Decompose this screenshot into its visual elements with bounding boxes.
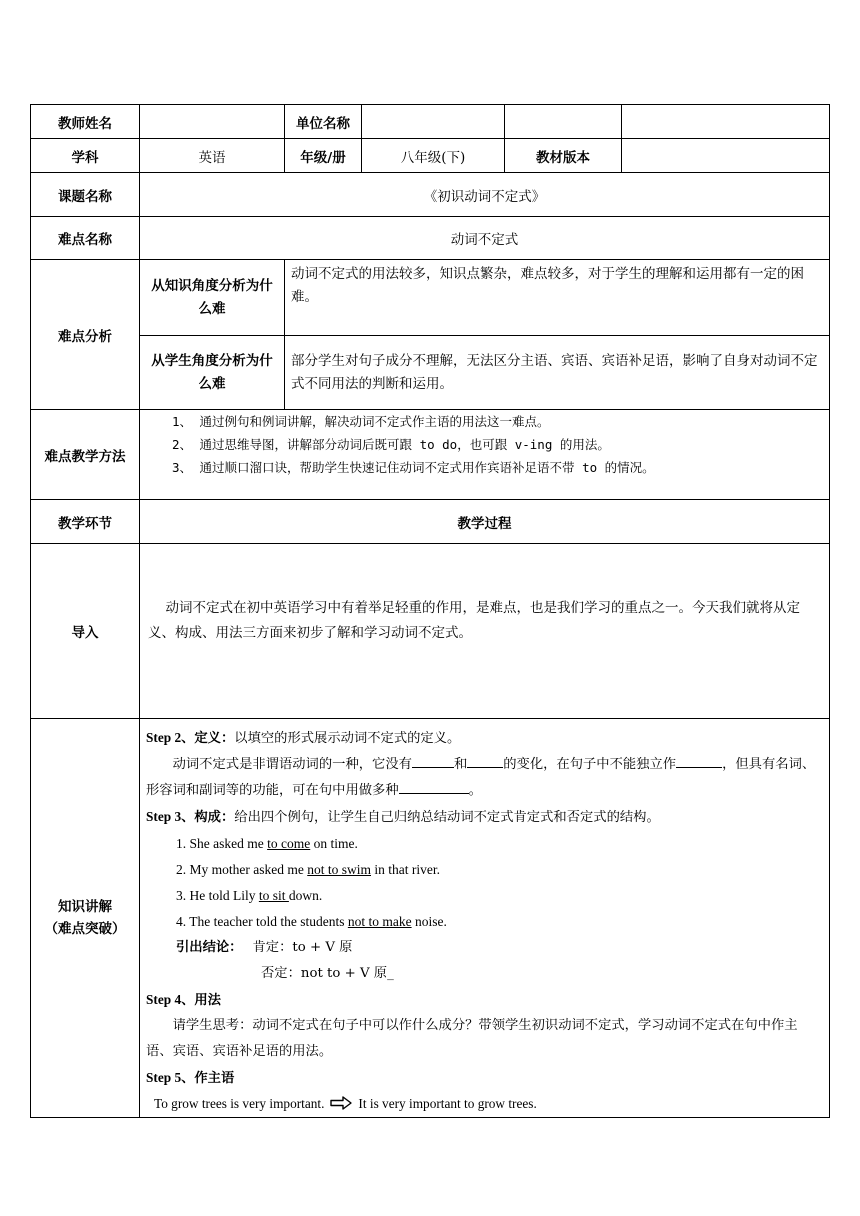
- example-sentence: 3. He told Lily to sit down.: [176, 888, 323, 903]
- step3-line: [146, 804, 821, 831]
- methods-label: 难点教学方法: [31, 410, 140, 500]
- knowledge-label: [31, 719, 140, 1118]
- empty-cell: [505, 105, 622, 139]
- conclusion-label: 引出结论：: [176, 940, 243, 955]
- method-item: 1、 通过例句和例词讲解，解决动词不定式作主语的用法这一难点。: [172, 414, 550, 429]
- blank-line: [676, 753, 722, 768]
- definition-part: ，但具有名词、形容词和副词等的功能，可在句中用做多种: [146, 757, 816, 798]
- methods-list: [140, 410, 830, 500]
- analysis-label: 难点分析: [31, 260, 140, 410]
- row-intro: [31, 544, 830, 719]
- lesson-plan-sheet: [30, 104, 829, 1118]
- intro-label: 导入: [31, 544, 140, 719]
- step4-title: Step 4、用法: [146, 992, 221, 1007]
- example-sentence: 4. The teacher told the students not to make noise.: [176, 914, 447, 929]
- step5-example: [146, 1091, 821, 1117]
- method-item: 2、 通过思维导图，讲解部分动词后既可跟 to do，也可跟 v-ing 的用法。: [172, 437, 610, 452]
- row-difficulty: [31, 217, 830, 260]
- row-analysis-knowledge: [31, 260, 830, 336]
- knowledge-angle-label: 从知识角度分析为什么难: [140, 260, 285, 336]
- row-topic: [31, 173, 830, 217]
- step3-desc: 给出四个例句，让学生自己归纳总结动词不定式肯定式和否定式的结构。: [234, 810, 660, 825]
- step2-title: Step 2、定义：: [146, 730, 235, 745]
- step2-desc: 以填空的形式展示动词不定式的定义。: [234, 731, 461, 746]
- subject-label: 学科: [31, 139, 140, 173]
- positive-form: 肯定：to + V 原: [252, 940, 353, 955]
- row-analysis-student: [31, 336, 830, 410]
- knowledge-label-line2: （难点突破）: [44, 921, 126, 937]
- process-header: 教学过程: [140, 500, 830, 544]
- step2-line: [146, 725, 821, 752]
- step4-text: 请学生思考：动词不定式在句子中可以作什么成分？带领学生初识动词不定式，学习动词不定式在句中作主语、宾语、宾语补足语的用法。: [146, 1018, 798, 1059]
- unit-name-label: 单位名称: [285, 105, 362, 139]
- definition-part: 动词不定式是非谓语动词的一种，它没有: [172, 757, 412, 772]
- row-methods: [31, 410, 830, 500]
- knowledge-label-line1: 知识讲解: [58, 899, 112, 915]
- row-knowledge: [31, 719, 830, 1118]
- student-angle-label: 从学生角度分析为什么难: [140, 336, 285, 410]
- method-item: 3、 通过顺口溜口诀，帮助学生快速记住动词不定式用作宾语补足语不带 to 的情况。: [172, 460, 655, 475]
- unit-name-value: [362, 105, 505, 139]
- empty-cell: [622, 105, 830, 139]
- topic-label: 课题名称: [31, 173, 140, 217]
- step5-title: Step 5、作主语: [146, 1070, 235, 1085]
- conclusion-positive: [146, 935, 821, 961]
- topic-value: 《初识动词不定式》: [140, 173, 830, 217]
- stage-header: 教学环节: [31, 500, 140, 544]
- grade-label: 年级/册: [285, 139, 362, 173]
- teacher-name-label: 教师姓名: [31, 105, 140, 139]
- definition-part: 。: [468, 783, 482, 798]
- conclusion-negative: 否定：not to + V 原_: [261, 966, 394, 981]
- blank-line: [399, 779, 469, 794]
- example-sentence: 2. My mother asked me not to swim in that river.: [176, 862, 440, 877]
- edition-value: [622, 139, 830, 173]
- subject-value: 英语: [140, 139, 285, 173]
- lesson-plan-table: [30, 104, 830, 1118]
- row-teacher: [31, 105, 830, 139]
- double-arrow-right-icon: [330, 1096, 352, 1110]
- difficulty-label: 难点名称: [31, 217, 140, 260]
- difficulty-value: 动词不定式: [140, 217, 830, 260]
- row-subject: [31, 139, 830, 173]
- blank-line: [412, 753, 454, 768]
- definition-part: 和: [453, 757, 468, 772]
- step5-right: It is very important to grow trees.: [358, 1096, 537, 1111]
- teacher-name-value: [140, 105, 285, 139]
- example-sentence: 1. She asked me to come on time.: [176, 836, 358, 851]
- intro-text: 动词不定式在初中英语学习中有着举足轻重的作用，是难点，也是我们学习的重点之一。今天我们就将从定义、构成、用法三方面来初步了解和学习动词不定式。: [140, 544, 830, 719]
- grade-value: 八年级(下): [362, 139, 505, 173]
- step5-left: To grow trees is very important.: [154, 1096, 325, 1111]
- row-process-header: [31, 500, 830, 544]
- knowledge-angle-text: 动词不定式的用法较多，知识点繁杂，难点较多，对于学生的理解和运用都有一定的困难。: [285, 260, 830, 336]
- blank-line: [467, 753, 503, 768]
- student-angle-text: 部分学生对句子成分不理解，无法区分主语、宾语、宾语补足语，影响了自身对动词不定式不同用法的判断和运用。: [285, 336, 830, 410]
- knowledge-content: [140, 719, 830, 1118]
- definition-text: [146, 752, 821, 804]
- step3-title: Step 3、构成：: [146, 809, 235, 824]
- definition-part: 的变化，在句子中不能独立作: [503, 757, 677, 772]
- edition-label: 教材版本: [505, 139, 622, 173]
